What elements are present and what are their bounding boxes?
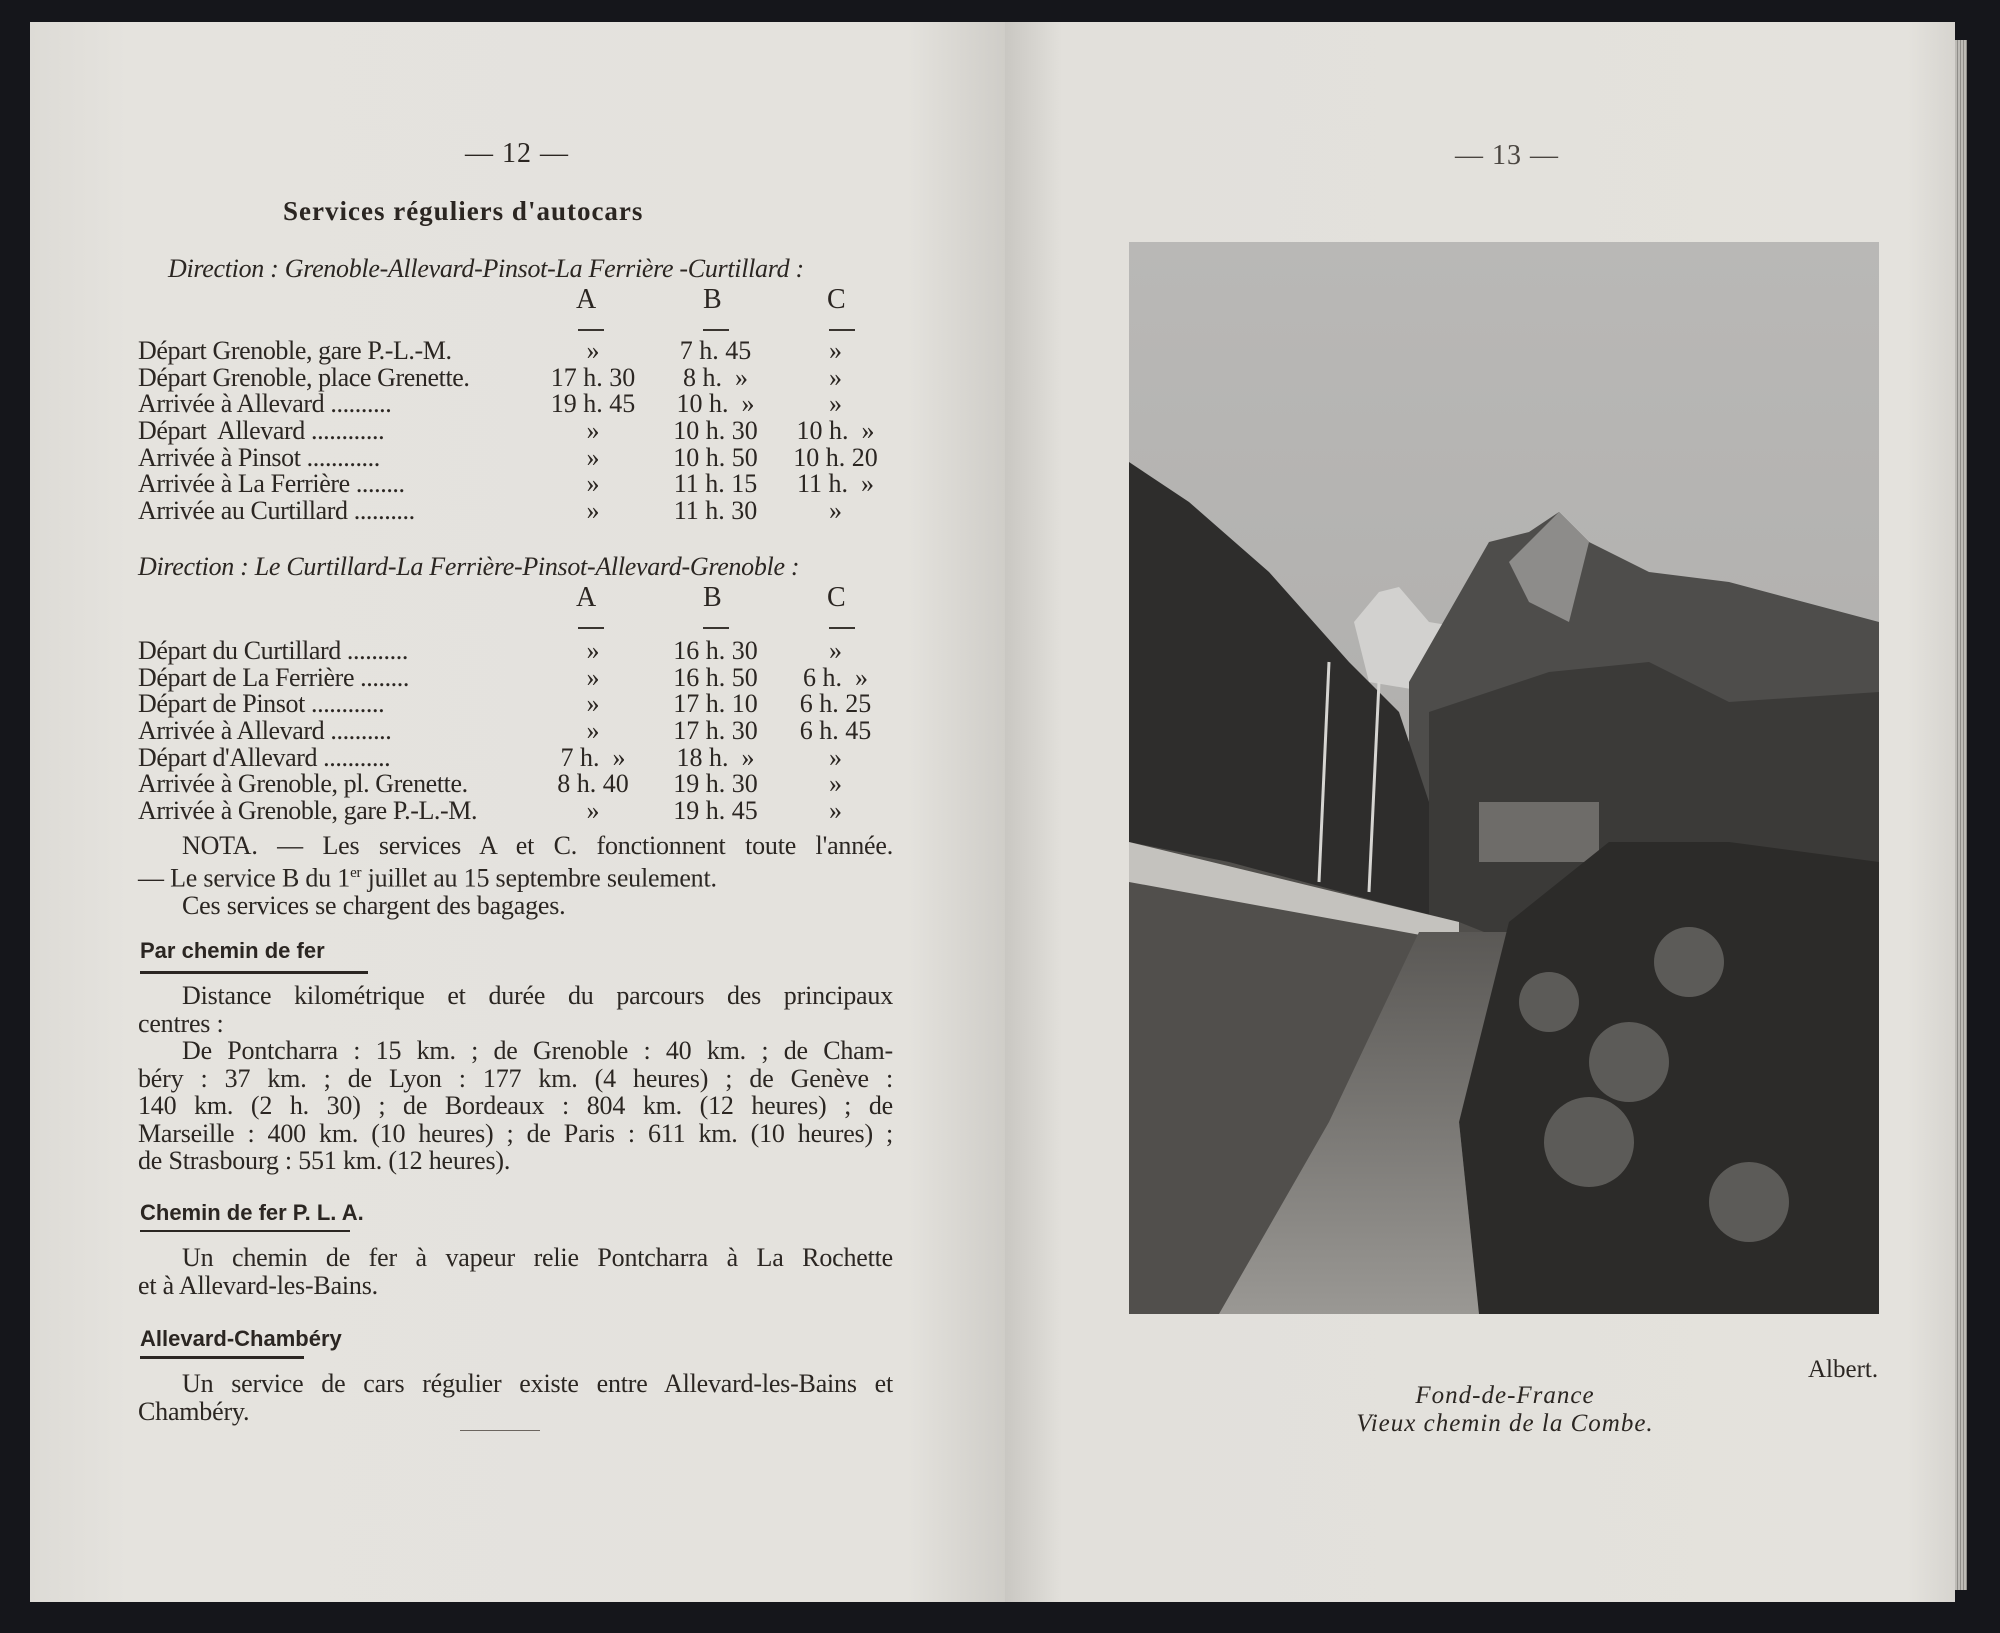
service-a-time: » — [586, 416, 600, 446]
stop-label: Départ d'Allevard ........... — [138, 742, 391, 772]
service-a-time: » — [586, 662, 600, 692]
schedule-table-2 — [138, 638, 893, 824]
schedule-row — [138, 744, 893, 771]
heading-underline — [140, 1230, 350, 1232]
stop-label: Départ de Pinsot ............ — [138, 689, 385, 719]
schedule-row — [138, 391, 893, 418]
column-rule — [829, 627, 855, 629]
nota-block — [138, 832, 893, 919]
service-c-time: » — [829, 742, 842, 772]
schedule-row — [138, 418, 893, 445]
schedule-row — [138, 771, 893, 798]
text-line: Un chemin de fer à vapeur relie Pontcharra à La Rochette — [182, 1243, 893, 1272]
schedule-row — [138, 798, 893, 825]
page-title: Services réguliers d'autocars — [283, 196, 644, 226]
section-body — [138, 982, 893, 1175]
service-b-time: 19 h. 30 — [673, 769, 758, 799]
page-edges — [1955, 40, 1967, 1590]
stop-label: Départ Grenoble, place Grenette. — [138, 362, 470, 392]
stop-label: Arrivée à Allevard .......... — [138, 716, 392, 746]
column-rule — [703, 329, 729, 331]
service-c-time: » — [829, 495, 842, 525]
schedule-row — [138, 718, 893, 745]
text-line: béry : 37 km. ; de Lyon : 177 km. (4 heures) ; de Genève : — [138, 1063, 893, 1093]
service-a-time: » — [586, 442, 600, 472]
heading-underline — [140, 971, 368, 974]
service-c-time: » — [829, 389, 842, 419]
schedule-row — [138, 691, 893, 718]
service-c-time: » — [829, 636, 842, 666]
service-c-time: » — [829, 362, 842, 392]
service-a-time: 8 h. 40 — [557, 769, 629, 799]
service-c-time: » — [829, 795, 842, 825]
service-b-time: 10 h. 50 — [673, 442, 758, 472]
column-rule — [829, 329, 855, 331]
service-a-time: » — [586, 689, 600, 719]
service-b-time: 17 h. 30 — [673, 716, 758, 746]
service-b-time: 8 h. » — [683, 362, 748, 392]
service-b-time: 16 h. 30 — [673, 636, 758, 666]
text-line: De Pontcharra : 15 km. ; de Grenoble : 40 km. ; de Cham- — [182, 1036, 893, 1065]
service-a-time: » — [586, 636, 600, 666]
section-heading: Chemin de fer P. L. A. — [140, 1200, 364, 1225]
schedule-row — [138, 444, 893, 471]
nota-line: NOTA. — Les services A et C. fonctionnent toute l'année. — [182, 831, 893, 860]
service-b-time: 10 h. 30 — [673, 416, 758, 446]
service-c-time: 10 h. 20 — [793, 442, 878, 472]
caption-line-2: Vieux chemin de la Combe. — [1356, 1410, 1654, 1437]
service-c-time: 10 h. » — [796, 416, 875, 446]
direction-heading-1: Direction : Grenoble-Allevard-Pinsot-La Ferrière -Curtillard : — [168, 254, 804, 283]
service-b-time: 19 h. 45 — [673, 795, 758, 825]
schedule-row — [138, 638, 893, 665]
service-b-time: 11 h. 30 — [673, 495, 758, 525]
bushes — [1459, 842, 1879, 1314]
service-b-time: 17 h. 10 — [673, 689, 758, 719]
page-number-right: — 13 — — [1455, 140, 1559, 171]
service-c-time: 6 h. 25 — [799, 689, 872, 719]
direction-heading-2: Direction : Le Curtillard-La Ferrière-Pinsot-Allevard-Grenoble : — [138, 552, 800, 581]
service-c-time: 6 h. 45 — [799, 716, 872, 746]
service-b-time: 7 h. 45 — [679, 336, 752, 366]
nota-line: — Le service B du 1er juillet au 15 septembre seulement. — [138, 863, 717, 893]
text-line: Distance kilométrique et durée du parcours des principaux — [182, 981, 893, 1010]
service-a-time: » — [586, 495, 600, 525]
page-number-left: — 12 — — [465, 138, 569, 169]
column-rule — [703, 627, 729, 629]
service-c-time: » — [829, 336, 842, 366]
service-c-time: » — [829, 769, 842, 799]
service-a-time: » — [586, 336, 600, 366]
column-head-a: A — [576, 284, 597, 315]
service-b-time: 16 h. 50 — [673, 662, 758, 692]
nota-line: Ces services se chargent des bagages. — [182, 890, 566, 920]
text-line: Un service de cars régulier existe entre Allevard-les-Bains et — [182, 1369, 893, 1398]
text-line: 140 km. (2 h. 30) ; de Bordeaux : 804 km. (12 heures) ; de — [138, 1091, 893, 1120]
section-heading: Allevard-Chambéry — [140, 1326, 342, 1351]
schedule-row — [138, 665, 893, 692]
column-rule — [578, 329, 604, 331]
schedule-row — [138, 471, 893, 498]
column-head-b: B — [703, 582, 722, 613]
schedule-row — [138, 338, 893, 365]
service-a-time: 17 h. 30 — [550, 362, 636, 392]
service-b-time: 18 h. » — [676, 742, 755, 772]
service-a-time: 19 h. 45 — [550, 389, 636, 419]
stop-label: Départ Allevard ............ — [138, 416, 385, 446]
service-a-time: » — [586, 469, 600, 499]
photo-credit: Albert. — [1808, 1356, 1879, 1383]
text-line: centres : — [138, 1008, 224, 1038]
schedule-table-1 — [138, 338, 893, 524]
column-head-c: C — [827, 582, 846, 613]
column-head-a: A — [576, 582, 597, 613]
end-rule — [460, 1430, 540, 1431]
heading-underline — [140, 1356, 304, 1359]
column-rule — [578, 627, 604, 629]
service-a-time: » — [586, 716, 600, 746]
stop-label: Départ du Curtillard .......... — [138, 636, 408, 666]
photograph-mountain-path — [1129, 242, 1879, 1314]
stop-label: Arrivée à Pinsot ............ — [138, 442, 380, 472]
stop-label: Départ de La Ferrière ........ — [138, 662, 409, 692]
caption-line-1: Fond-de-France — [1415, 1382, 1595, 1409]
service-a-time: » — [586, 795, 600, 825]
column-head-b: B — [703, 284, 722, 315]
section-heading: Par chemin de fer — [140, 938, 325, 963]
column-head-c: C — [827, 284, 846, 315]
section-body — [138, 1370, 893, 1425]
stop-label: Arrivée à Allevard .......... — [138, 389, 392, 419]
service-b-time: 10 h. » — [676, 389, 755, 419]
service-c-time: 6 h. » — [803, 662, 868, 692]
text-line: Chambéry. — [138, 1396, 250, 1426]
service-c-time: 11 h. » — [796, 469, 875, 499]
chalet-roof — [1479, 802, 1599, 862]
stop-label: Arrivée à Grenoble, pl. Grenette. — [138, 769, 468, 799]
stop-label: Départ Grenoble, gare P.-L.-M. — [138, 336, 452, 366]
stop-label: Arrivée au Curtillard .......... — [138, 495, 415, 525]
text-line: Marseille : 400 km. (10 heures) ; de Paris : 611 km. (10 heures) ; — [138, 1118, 893, 1148]
schedule-row — [138, 365, 893, 392]
text-line: et à Allevard-les-Bains. — [138, 1270, 378, 1300]
stop-label: Arrivée à Grenoble, gare P.-L.-M. — [138, 795, 478, 825]
schedule-row — [138, 498, 893, 525]
service-a-time: 7 h. » — [560, 742, 626, 772]
section-body — [138, 1244, 893, 1299]
service-b-time: 11 h. 15 — [673, 469, 758, 499]
stop-label: Arrivée à La Ferrière ........ — [138, 469, 405, 499]
text-line: de Strasbourg : 551 km. (12 heures). — [138, 1146, 511, 1175]
